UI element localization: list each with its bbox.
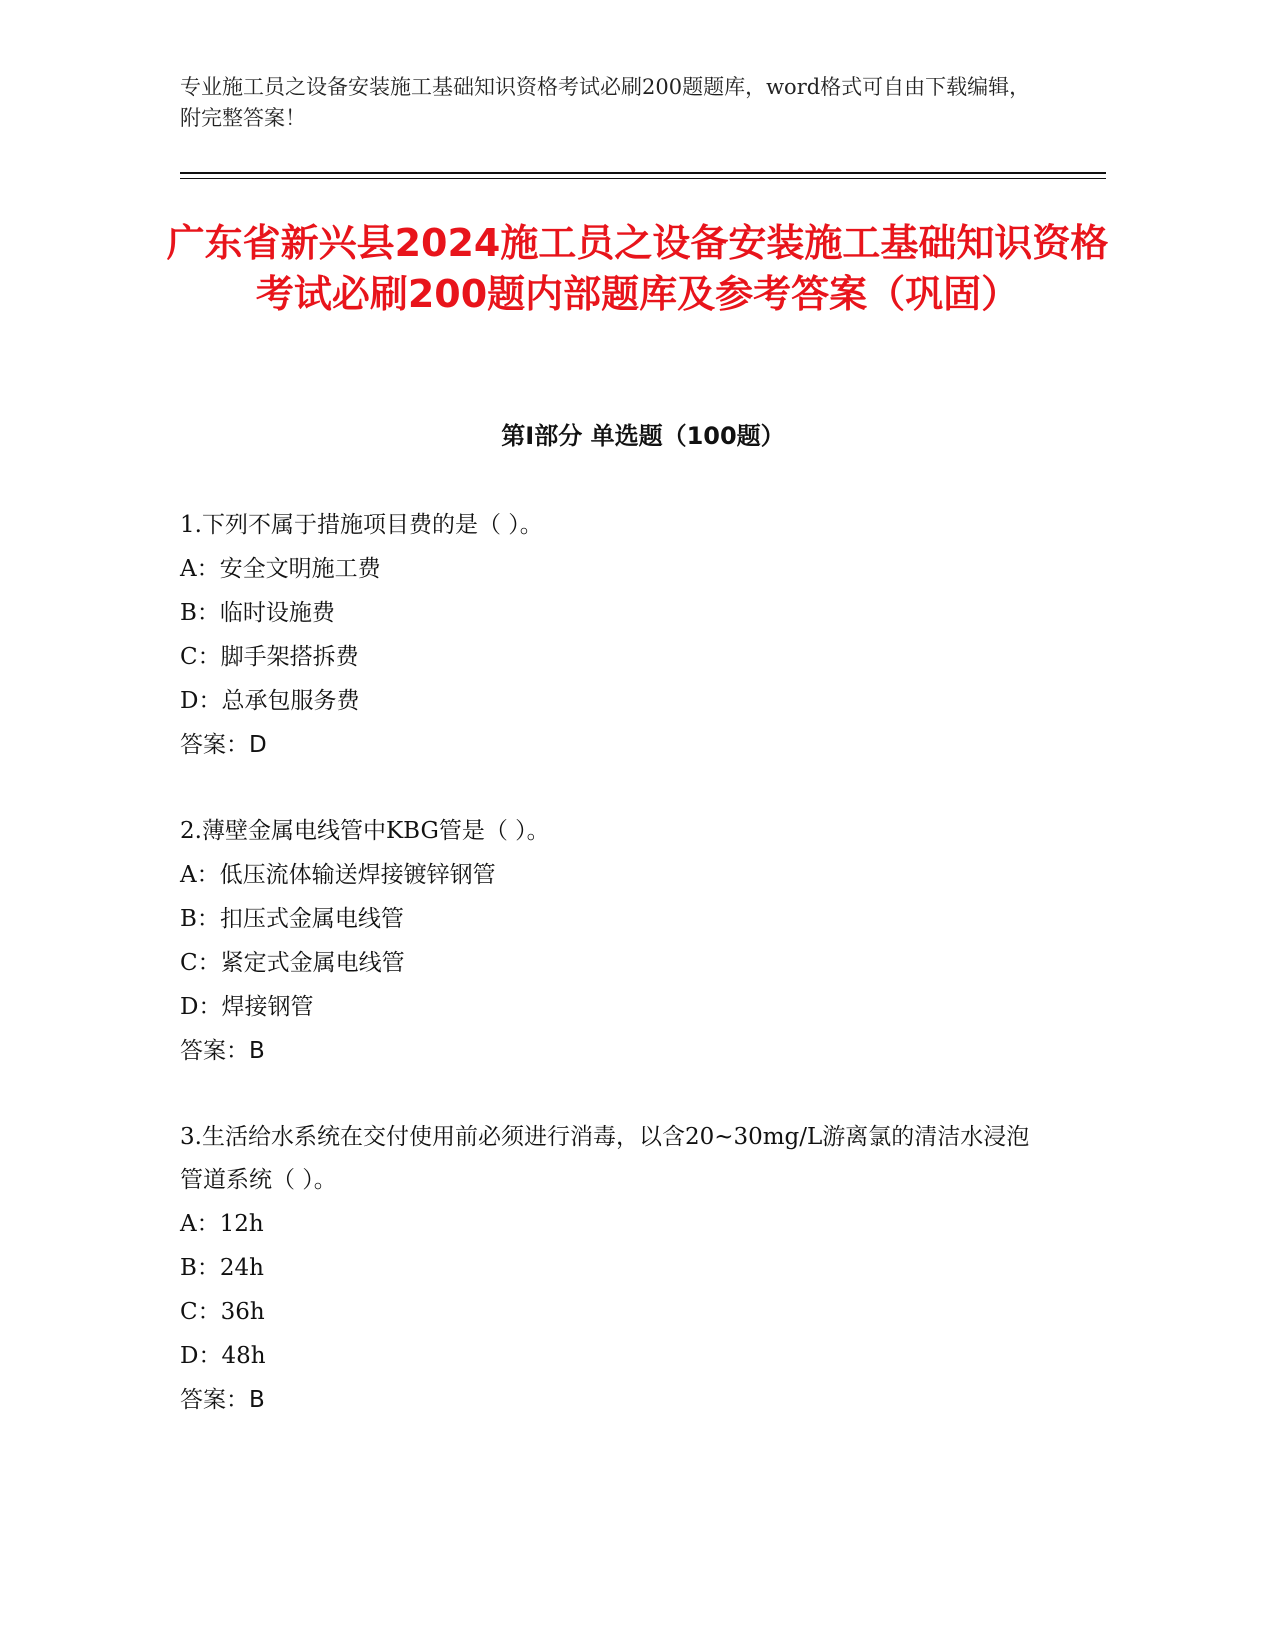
question-text: 3.生活给水系统在交付使用前必须进行消毒，以含20~30mg/L游离氯的清洁水浸泡管道系统（ ）。 bbox=[180, 1124, 1030, 1193]
option-c: C：脚手架搭拆费 bbox=[180, 644, 359, 670]
option-c: C：36h bbox=[180, 1299, 265, 1325]
option-d: D：焊接钢管 bbox=[180, 994, 314, 1020]
option-a: A：安全文明施工费 bbox=[180, 556, 381, 582]
answer: 答案：B bbox=[180, 1387, 265, 1413]
question-1 bbox=[180, 504, 1040, 767]
question-text: 2.薄壁金属电线管中KBG管是（ ）。 bbox=[180, 818, 550, 844]
answer: 答案：B bbox=[180, 1038, 265, 1064]
option-b: B：扣压式金属电线管 bbox=[180, 906, 404, 932]
option-d: D：总承包服务费 bbox=[180, 688, 360, 714]
option-a: A：低压流体输送焊接镀锌钢管 bbox=[180, 862, 496, 888]
option-c: C：紧定式金属电线管 bbox=[180, 950, 405, 976]
section-title: 第Ⅰ部分 单选题（100题） bbox=[501, 422, 785, 450]
option-b: B：24h bbox=[180, 1255, 264, 1281]
question-2 bbox=[180, 810, 1040, 1073]
header-rule-thick bbox=[180, 172, 1106, 174]
option-d: D：48h bbox=[180, 1343, 266, 1369]
answer: 答案：D bbox=[180, 732, 267, 758]
question-list bbox=[180, 504, 1040, 1465]
question-text: 1.下列不属于措施项目费的是（ ）。 bbox=[180, 512, 543, 538]
option-a: A：12h bbox=[180, 1211, 264, 1237]
header-note: 专业施工员之设备安装施工基础知识资格考试必刷200题题库，word格式可自由下载编辑，附完整答案！ bbox=[180, 75, 1031, 130]
document-title: 广东省新兴县2024施工员之设备安装施工基础知识资格考试必刷200题内部题库及参考答案（巩固） bbox=[166, 221, 1109, 316]
header-rule-thin bbox=[180, 178, 1106, 179]
question-3 bbox=[180, 1116, 1040, 1422]
option-b: B：临时设施费 bbox=[180, 600, 335, 626]
